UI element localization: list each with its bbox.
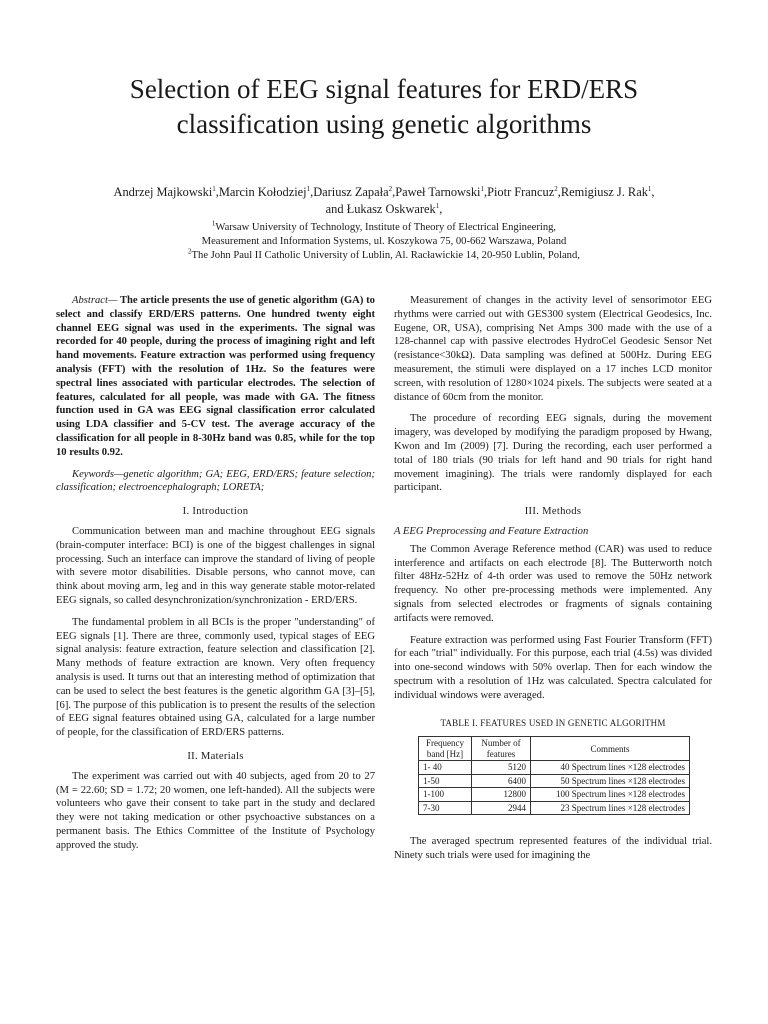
paragraph: Feature extraction was performed using Fast Fourier Transform (FFT) for each "trial" individually. For this purpose, each trial (4.5s) was divided into one-second windows with 50% overlap. Then for each window the spectrum with a resolution of 1Hz was calculated. Spectra calculated for individual windows were averaged. [394, 634, 712, 701]
table-cell: 50 Spectrum lines ×128 electrodes [531, 774, 690, 788]
author-affiliation-mark: 1 [647, 184, 652, 193]
paragraph: Communication between man and machine throughout EEG signals (brain-computer interface: BCI) is one of the biggest challenges in signal processing. Such an interface can improve the standard of living of people with severe motor disabilities. Disable persons, who cannot move, can think about moving arm, leg and in this way generate stable motor-related EEG signals, so called desynchronization/synchronization - ERD/ERS. [56, 525, 375, 606]
affiliation-1-cont: Measurement and Information Systems, ul. Koszykowa 75, 00-662 Warszawa, Poland [201, 236, 567, 247]
author-affiliation-mark: 2 [388, 184, 393, 193]
table-row [419, 788, 690, 802]
left-column [56, 294, 375, 860]
affiliation-text: The John Paul II Catholic University of Lublin, Al. Racławickie 14, 20-950 Lublin, Poland, [191, 250, 580, 261]
affiliations [50, 221, 718, 263]
right-column [394, 294, 712, 871]
author-line-2: and Łukasz Oskwarek$^1$, [325, 201, 443, 216]
affiliation-2 [50, 249, 718, 263]
affiliation-1 [50, 221, 718, 235]
author-name: Łukasz Oskwarek [346, 202, 436, 216]
affiliation-mark: 2 [188, 247, 192, 256]
table-cell: 12800 [472, 788, 531, 802]
affiliation-mark: 1 [211, 219, 216, 228]
author-name: Marcin Kołodziej [218, 185, 307, 199]
author-line-1: Andrzej Majkowski$^1$,Marcin Kołodziej$^1$,Dariusz Zapała$^2$,Paweł Tarnowski$^1$,Piotr Francuz$^2$,Remigiusz J. Rak$^1$, [113, 184, 655, 199]
paragraph: The fundamental problem in all BCIs is the proper "understanding" of EEG signals [1]. There are three, commonly used, typical stages of EEG signal analysis: feature extraction, feature selection and classification [2]. Many methods of feature extraction are known. Very often frequency analysis is used. It turns out that an interesting method of optimization that can be used to select the best features is the genetic algorithm GA [3]–[5], [6]. The purpose of this publication is to present the results of the selection of EEG signal features obtained using GA, calculated for a large number of people, for the classification of ERD/ERS patterns. [56, 616, 375, 739]
table-cell: 100 Spectrum lines ×128 electrodes [531, 788, 690, 802]
author-affiliation-mark: 1 [306, 184, 311, 193]
table-cell: 5120 [472, 761, 531, 775]
author-name: Andrzej Majkowski [113, 185, 213, 199]
features-table [418, 736, 690, 815]
table-cell: 1-50 [419, 774, 472, 788]
keywords: Keywords—genetic algorithm; GA; EEG, ERD/ERS; feature selection; classification; electroencephalograph; LORETA; [56, 468, 375, 494]
table-cell: 23 Spectrum lines ×128 electrodes [531, 801, 690, 815]
author-name: Remigiusz J. Rak [560, 185, 648, 199]
table-row [419, 761, 690, 775]
paragraph: The experiment was carried out with 40 subjects, aged from 20 to 27 (M = 22.60; SD = 1.72; 20 women, one left-handed). All the subjects were volunteers who gave their consent to take part in the study and declared they were not taking medication or other psychoactive substances on a permanent basis. The Ethics Committee of the Institute of Psychology approved the study. [56, 770, 375, 851]
author-name: Piotr Francuz [487, 185, 555, 199]
author-affiliation-mark: 1 [212, 184, 216, 193]
author-name: Dariusz Zapała [313, 185, 389, 199]
paragraph: The procedure of recording EEG signals, during the movement imagery, was developed by modifying the paradigm proposed by Hwang, Kwon and Im (2009) [7]. During the recording, each user performed a total of 180 trials (90 trials for left hand and 90 trials for right hand movement imagining). The trials were randomly displayed for each participant. [394, 413, 712, 494]
paragraph: The averaged spectrum represented features of the individual trial. Ninety such trials were used for imagining the [394, 836, 712, 862]
table-caption: TABLE I. FEATURES USED IN GENETIC ALGORITHM [440, 717, 666, 728]
paper-title: Selection of EEG signal features for ERD/ERS classification using genetic algorithms [129, 74, 639, 139]
table-cell: 1-100 [419, 788, 472, 802]
author-affiliation-mark: 1 [480, 184, 484, 193]
paragraph: Measurement of changes in the activity level of sensorimotor EEG rhythms were carried out with GES300 system (Electrical Geodesics, Inc. Eugene, OR, USA), comprising Net Amps 300 made with the use of a 128-channel cap with passive electrodes HydroCel Geodesic Sensor Net (resistance<30kΩ). Data sampling was defined at 500Hz. During EEG measurement, the stimuli were displayed on a 17 inches LCD monitor screen, with resolution of 1280×1024 pixels. The subjects were seated at a distance of 60cm from the monitor. [394, 295, 712, 403]
section-heading-introduction: I. Introduction [182, 506, 249, 518]
table-header-row [419, 737, 690, 761]
abstract-text: The article presents the use of genetic algorithm (GA) to select and classify ERD/ERS patterns. One hundred twenty eight channel EEG signal was used in the experiments. The signal was recorded for 40 people, during the process of imagining right and left hand movements. Feature extraction was performed using frequency analysis (FFT) with the resolution of 1Hz. So the features were spectral lines associated with particular electrodes. The selection of features, calculated for all people, was made with GA. The fitness function used in GA was EEG signal classification error calculated using LDA classifier and 5-CV test. The average accuracy of the classification for all people in 8-30Hz band was 0.85, while for the top 10 results 0.92. [56, 295, 375, 458]
section-heading-materials: II. Materials [187, 750, 244, 762]
author-list [50, 184, 718, 218]
author-conjunction: and [325, 202, 344, 216]
subsection-heading: A EEG Preprocessing and Feature Extraction [394, 525, 589, 537]
table-row [419, 774, 690, 788]
table-cell: 1- 40 [419, 761, 472, 775]
table-cell: 40 Spectrum lines ×128 electrodes [531, 761, 690, 775]
table-cell: 7-30 [419, 801, 472, 815]
section-heading-methods: III. Methods [524, 506, 582, 518]
table-row [419, 801, 690, 815]
author-name: Paweł Tarnowski [395, 185, 481, 199]
paragraph: The Common Average Reference method (CAR) was used to reduce interference and artifacts on each electrode [8]. The Butterworth notch filter 48Hz-52Hz of 4-th order was used to remove the 50Hz network frequency. No other pre-processing methods were implemented. Any signals from selected electrodes or fragments of signals containing artifacts were removed. [394, 543, 712, 624]
author-affiliation-mark: 1 [435, 201, 440, 210]
table-header-cell: Comments [531, 737, 690, 761]
author-affiliation-mark: 2 [554, 184, 558, 193]
abstract-label: Abstract— [72, 295, 118, 306]
table-cell: 2944 [472, 801, 531, 815]
table-header-cell: Number of features [472, 737, 531, 761]
table-cell: 6400 [472, 774, 531, 788]
table-header-cell: Frequency band [Hz] [419, 737, 472, 761]
affiliation-text: Warsaw University of Technology, Institute of Theory of Electrical Engineering, [215, 222, 557, 233]
abstract [56, 294, 375, 460]
table-body [419, 761, 690, 815]
